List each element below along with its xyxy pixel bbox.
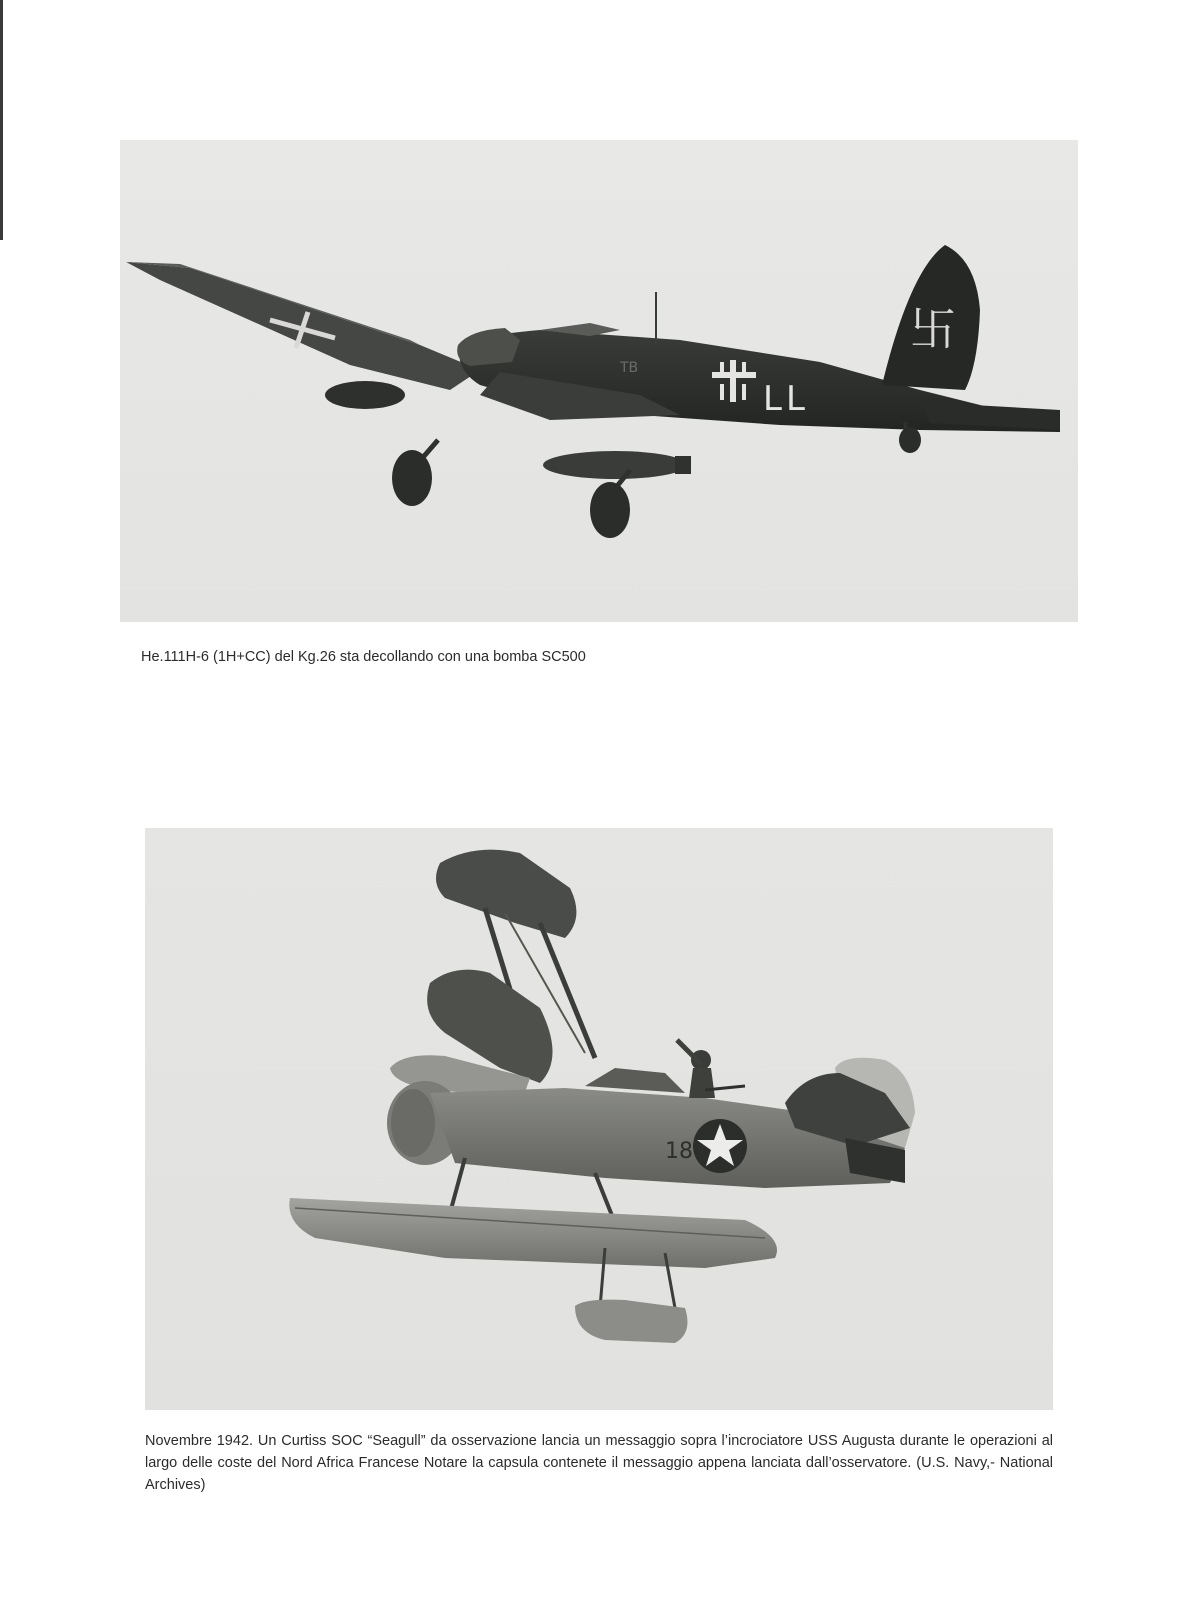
cowling-front [391,1089,435,1157]
page-edge-shadow [0,0,3,240]
bomb-tail-fins [675,456,691,474]
fuselage-number: 18 [665,1139,693,1164]
seagull-photo-image [145,828,1053,1410]
right-main-wheel [590,482,630,538]
photo-curtiss-soc-seagull [145,828,1053,1410]
sc500-bomb [543,451,687,479]
heinkel-photo-image [120,140,1078,622]
tail-marking: 卐 [910,302,956,356]
left-engine-nacelle [325,381,405,409]
tail-wheel [899,427,921,453]
nose-code-letters: TB [620,360,639,376]
observer-body [689,1068,715,1098]
left-main-wheel [392,450,432,506]
us-star-roundel [693,1119,747,1173]
caption-heinkel: He.111H-6 (1H+CC) del Kg.26 sta decollando con una bomba SC500 [141,649,586,665]
fuselage-code-letters: LL [763,379,809,419]
photo-heinkel-he111 [120,140,1078,622]
caption-seagull: Novembre 1942. Un Curtiss SOC “Seagull” da osservazione lancia un messaggio sopra l’incrociatore USS Augusta durante le operazioni al largo delle coste del Nord Africa Francese Notare la capsula contenete il messaggio appena lanciata dall’osservatore. (U.S. Navy,- National Archives) [145,1433,1053,1493]
